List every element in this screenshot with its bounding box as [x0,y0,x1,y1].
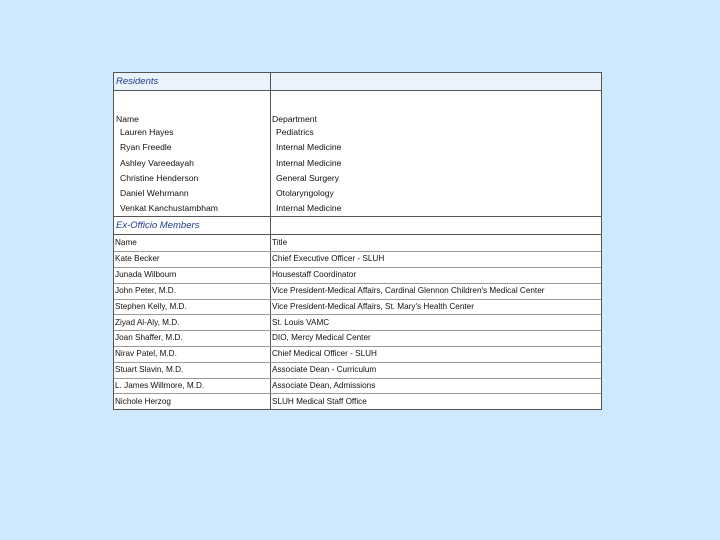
table-row [114,155,601,170]
table-row [114,300,601,316]
residents-col-name: Name [114,91,271,125]
member-title: SLUH Medical Staff Office [272,396,367,406]
residents-heading: Residents [114,73,271,90]
resident-name: Venkat Kanchustambham [114,201,271,216]
table-row [114,379,601,395]
table-row [114,315,601,331]
table-row [114,125,601,140]
member-title: Associate Dean, Admissions [272,380,376,390]
resident-name: Christine Henderson [114,171,271,186]
member-title: Vice President-Medical Affairs, St. Mary's Health Center [272,301,474,311]
member-name: Stuart Slavin, M.D. [114,363,271,378]
table-row [114,347,601,363]
table-row [114,394,601,409]
member-name: Joan Shaffer, M.D. [114,331,271,346]
member-name: Kate Becker [114,252,271,267]
resident-name: Ryan Freedle [114,140,271,155]
ex-officio-col-title: Title [272,238,288,248]
member-title: Housestaff Coordinator [272,270,357,280]
resident-department: Internal Medicine [276,203,342,214]
member-title: Chief Executive Officer - SLUH [272,254,385,264]
member-name: Ziyad Al-Aly, M.D. [114,315,271,330]
member-name: Nichole Herzog [114,394,271,409]
member-name: Stephen Kelly, M.D. [114,300,271,315]
resident-department: General Surgery [276,172,340,183]
resident-department: Pediatrics [276,127,314,138]
table-row [114,268,601,284]
member-title: St. Louis VAMC [272,317,330,327]
member-title: Associate Dean - Curriculum [272,365,377,374]
table-row [114,252,601,268]
residents-col-department: Department [272,114,317,125]
ex-officio-column-header-row [114,235,601,252]
resident-department: Internal Medicine [276,157,342,168]
table-row [114,171,601,186]
table-row [114,331,601,347]
resident-name: Ashley Vareedayah [114,155,271,170]
member-title: Vice President-Medical Affairs, Cardinal Glennon Children's Medical Center [272,286,545,296]
member-name: L. James Willmore, M.D. [114,379,271,394]
member-name: Nirav Patel, M.D. [114,347,271,362]
residents-heading-row [114,73,601,91]
resident-name: Daniel Wehrmann [114,186,271,201]
member-name: John Peter, M.D. [114,284,271,299]
ex-officio-heading-row [114,216,601,235]
table-row [114,186,601,201]
ex-officio-col-name: Name [114,235,271,251]
table-row [114,140,601,155]
committee-roster-table [113,72,602,410]
member-name: Junada Wilbourn [114,268,271,283]
table-row [114,201,601,216]
member-title: Chief Medical Officer - SLUH [272,349,377,359]
resident-name: Lauren Hayes [114,125,271,140]
table-row [114,363,601,379]
residents-column-header-row [114,91,601,125]
member-title: DIO, Mercy Medical Center [272,333,371,343]
table-row [114,284,601,300]
resident-department: Otolaryngology [276,188,334,199]
ex-officio-heading: Ex-Officio Members [114,217,271,234]
resident-department: Internal Medicine [276,142,342,153]
